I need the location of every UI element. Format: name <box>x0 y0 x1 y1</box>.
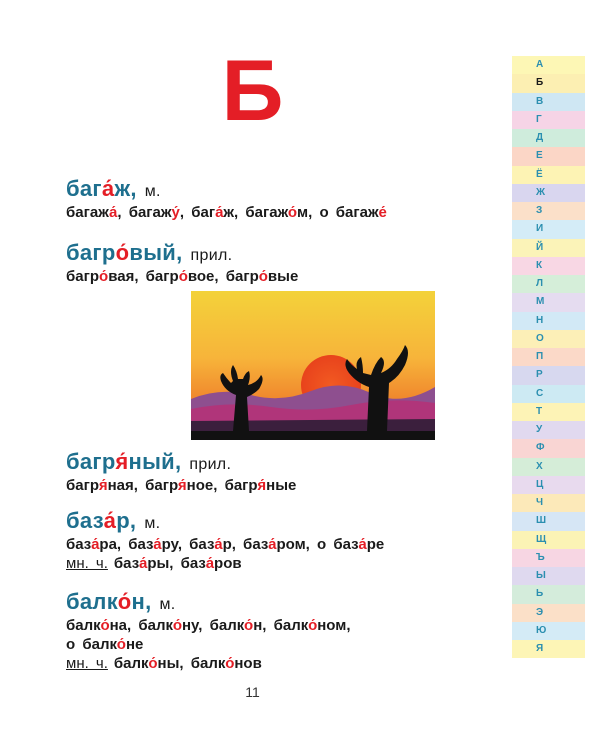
alphabet-letter[interactable]: Р <box>512 366 585 384</box>
alphabet-letter[interactable]: Г <box>512 111 585 129</box>
alphabet-letter[interactable]: Ж <box>512 184 585 202</box>
text-segment: баг <box>66 176 102 201</box>
text-segment: вая, багр <box>108 268 179 285</box>
stressed-vowel: а́ <box>268 536 277 553</box>
text-segment: ные <box>266 477 297 494</box>
text-segment: багр <box>66 240 116 265</box>
text-segment: нов <box>234 655 262 672</box>
text-segment: ж, <box>114 176 137 201</box>
stressed-vowel: о́ <box>308 617 318 634</box>
headword <box>66 449 296 475</box>
word-forms <box>66 477 296 494</box>
plural-forms <box>66 655 351 672</box>
dictionary-entry <box>66 449 296 494</box>
stressed-vowel: я́ <box>257 477 267 494</box>
alphabet-letter[interactable]: О <box>512 330 585 348</box>
alphabet-letter[interactable]: А <box>512 56 585 74</box>
stressed-vowel: о́ <box>116 636 126 653</box>
text-segment: ра, баз <box>99 536 154 553</box>
alphabet-letter[interactable]: Б <box>512 74 585 92</box>
text-segment: , багаж <box>117 204 172 221</box>
alphabet-letter[interactable]: П <box>512 348 585 366</box>
desert-sunset-illustration <box>191 291 435 440</box>
stressed-vowel: а́ <box>138 555 148 572</box>
text-segment: багаж <box>66 204 110 221</box>
alphabet-letter[interactable]: Ч <box>512 494 585 512</box>
text-segment: н, <box>131 589 152 614</box>
stressed-vowel: о́ <box>148 655 158 672</box>
part-of-speech: м. <box>159 596 176 613</box>
alphabet-letter[interactable]: Э <box>512 604 585 622</box>
text-segment: р, баз <box>222 536 269 553</box>
stressed-vowel: я́ <box>98 477 108 494</box>
stressed-vowel: а́ <box>214 536 223 553</box>
part-of-speech: прил. <box>189 456 232 473</box>
text-segment: вый, <box>129 240 183 265</box>
alphabet-letter[interactable]: В <box>512 93 585 111</box>
stressed-vowel: у́ <box>171 204 180 221</box>
stressed-vowel: о́ <box>99 268 109 285</box>
text-segment: ный, <box>128 449 182 474</box>
text-segment: баз <box>66 536 92 553</box>
text-segment: ном, <box>317 617 351 634</box>
part-of-speech: м. <box>144 515 161 532</box>
alphabet-letter[interactable]: Ъ <box>512 549 585 567</box>
dictionary-entry <box>66 240 298 285</box>
headword <box>66 240 298 266</box>
alphabet-letter[interactable]: Ш <box>512 512 585 530</box>
word-forms <box>66 268 298 285</box>
plural-label: мн. ч. <box>66 655 108 672</box>
text-segment: багр <box>66 477 99 494</box>
headword <box>66 176 387 202</box>
alphabet-letter[interactable]: К <box>512 257 585 275</box>
text-segment: ры, баз <box>147 555 206 572</box>
stressed-vowel: а́ <box>101 176 115 201</box>
text-segment: баз <box>113 555 139 572</box>
stressed-vowel: о́ <box>244 617 254 634</box>
part-of-speech: прил. <box>190 247 233 264</box>
stressed-vowel: а́ <box>91 536 100 553</box>
page-number: 11 <box>245 684 260 700</box>
text-segment: баз <box>66 508 104 533</box>
text-segment: ров <box>214 555 242 572</box>
text-segment: ное, багр <box>186 477 258 494</box>
headword <box>66 508 384 534</box>
alphabet-letter[interactable]: М <box>512 293 585 311</box>
text-segment: вое, багр <box>187 268 259 285</box>
dictionary-entry <box>66 508 384 572</box>
stressed-vowel: а́ <box>153 536 162 553</box>
word-forms <box>66 617 351 634</box>
text-segment: о балк <box>66 636 117 653</box>
stressed-vowel: о́ <box>258 268 268 285</box>
stressed-vowel: о́ <box>100 617 110 634</box>
text-segment: балк <box>113 655 149 672</box>
alphabet-letter[interactable]: Х <box>512 458 585 476</box>
alphabet-letter[interactable]: Ы <box>512 567 585 585</box>
alphabet-letter[interactable]: Ц <box>512 476 585 494</box>
text-segment: , баг <box>179 204 216 221</box>
stressed-vowel: е́ <box>378 204 387 221</box>
stressed-vowel: а́ <box>215 204 224 221</box>
text-segment: багр <box>66 449 116 474</box>
text-segment: не <box>125 636 144 653</box>
stressed-vowel: о́ <box>117 589 132 614</box>
stressed-vowel: о́ <box>172 617 182 634</box>
stressed-vowel: о́ <box>115 240 130 265</box>
alphabet-letter[interactable]: Щ <box>512 531 585 549</box>
text-segment: багр <box>66 268 100 285</box>
alphabet-letter[interactable]: С <box>512 385 585 403</box>
stressed-vowel: я́ <box>177 477 187 494</box>
alphabet-letter[interactable]: И <box>512 220 585 238</box>
alphabet-letter[interactable]: З <box>512 202 585 220</box>
text-segment: н, балк <box>253 617 309 634</box>
text-segment: ре <box>366 536 385 553</box>
text-segment: на, балк <box>109 617 173 634</box>
text-segment: ная, багр <box>107 477 178 494</box>
word-forms <box>66 536 384 553</box>
headword <box>66 589 351 615</box>
alphabet-letter[interactable]: Л <box>512 275 585 293</box>
stressed-vowel: я́ <box>115 449 129 474</box>
word-forms <box>66 204 387 221</box>
word-forms <box>66 636 351 653</box>
alphabet-letter[interactable]: Н <box>512 312 585 330</box>
stressed-vowel: а́ <box>109 204 118 221</box>
alphabet-letter[interactable]: Й <box>512 239 585 257</box>
text-segment: ру, баз <box>161 536 215 553</box>
alphabet-index <box>512 56 585 658</box>
text-segment: балк <box>66 589 118 614</box>
stressed-vowel: а́ <box>103 508 117 533</box>
text-segment: ну, балк <box>181 617 245 634</box>
text-segment: м, о багаж <box>297 204 379 221</box>
alphabet-letter[interactable]: Ю <box>512 622 585 640</box>
stressed-vowel: о́ <box>287 204 298 221</box>
dictionary-entry <box>66 589 351 672</box>
stressed-vowel: о́ <box>225 655 235 672</box>
plural-label: мн. ч. <box>66 555 108 572</box>
alphabet-letter[interactable]: У <box>512 421 585 439</box>
text-segment: ром, о баз <box>276 536 359 553</box>
stressed-vowel: а́ <box>358 536 367 553</box>
stressed-vowel: а́ <box>205 555 215 572</box>
dictionary-entry <box>66 176 387 221</box>
part-of-speech: м. <box>144 183 161 200</box>
text-segment: р, <box>116 508 137 533</box>
text-segment: балк <box>66 617 101 634</box>
alphabet-letter[interactable]: Т <box>512 403 585 421</box>
alphabet-letter[interactable]: Д <box>512 129 585 147</box>
text-segment: ны, балк <box>157 655 226 672</box>
section-letter: Б <box>221 43 284 139</box>
plural-forms <box>66 555 384 572</box>
stressed-vowel: о́ <box>178 268 188 285</box>
text-segment: ж, багаж <box>223 204 288 221</box>
alphabet-letter[interactable]: Ь <box>512 585 585 603</box>
alphabet-letter[interactable]: Е <box>512 147 585 165</box>
text-segment: вые <box>267 268 299 285</box>
alphabet-letter[interactable]: Я <box>512 640 585 658</box>
alphabet-letter[interactable]: Ё <box>512 166 585 184</box>
alphabet-letter[interactable]: Ф <box>512 439 585 457</box>
